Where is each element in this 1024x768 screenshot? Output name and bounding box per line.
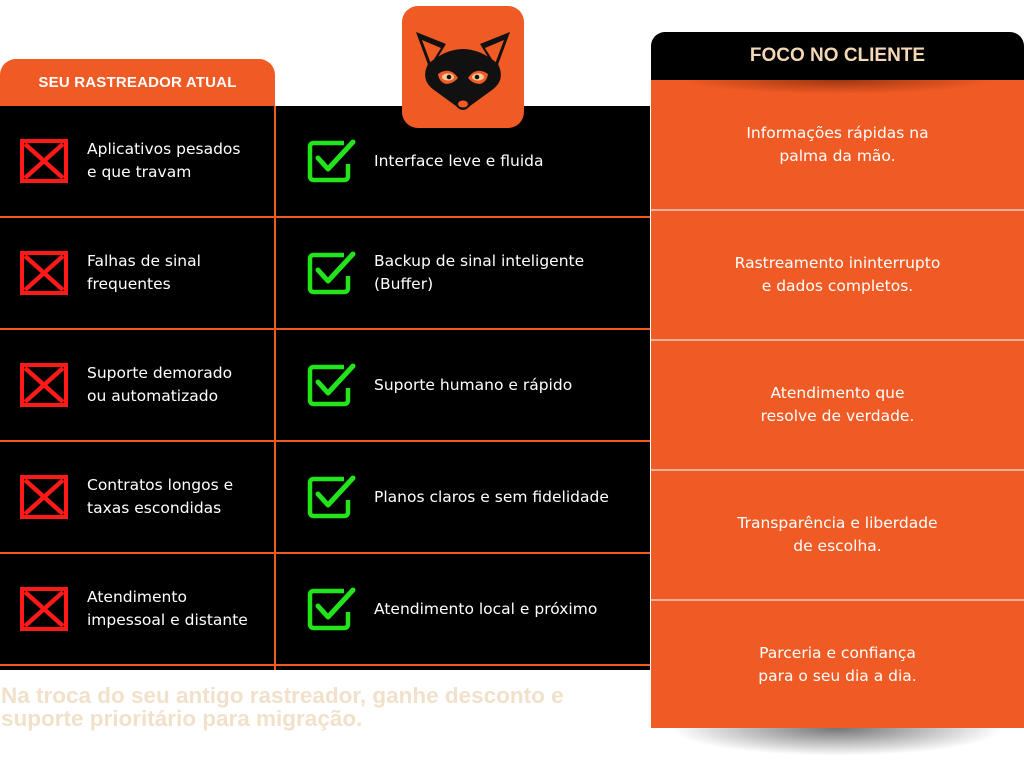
solution-cell: [276, 442, 650, 552]
comparison-row: [0, 330, 650, 442]
benefit-text: Rastreamento ininterrupto e dados completos.: [734, 254, 941, 295]
check-mark-icon: [306, 474, 356, 520]
x-mark-icon: [19, 250, 69, 296]
comparison-row: [0, 554, 650, 666]
comparison-row: [0, 218, 650, 330]
x-mark-icon: [19, 362, 69, 408]
current-issue-cell: [0, 554, 274, 664]
comparison-row: [0, 106, 650, 218]
solution-text: Interface leve e fluida: [374, 151, 544, 170]
x-mark-icon: [19, 138, 69, 184]
benefit-text: Transparência e liberdade de escolha.: [737, 514, 938, 555]
solution-cell: [276, 218, 650, 328]
benefit-text: Parceria e confiança para o seu dia a dia.: [758, 643, 917, 685]
x-mark-icon: [19, 586, 69, 632]
current-issue-text: Falhas de sinal frequentes: [87, 252, 201, 293]
current-issue-cell: [0, 218, 274, 328]
benefit-item: [651, 601, 1024, 728]
current-issue-text: Aplicativos pesados e que travam: [87, 140, 241, 181]
benefit-item: [651, 341, 1024, 469]
row-divider: [0, 664, 650, 666]
x-mark-icon: [19, 474, 69, 520]
benefit-text: Atendimento que resolve de verdade.: [760, 384, 915, 425]
panel-shadow: [670, 728, 1005, 756]
benefit-text: Informações rápidas na palma da mão.: [746, 123, 929, 165]
current-issue-text: Suporte demorado ou automatizado: [87, 364, 233, 405]
check-mark-icon: [306, 586, 356, 632]
current-tracker-header: [0, 59, 275, 106]
current-issue-cell: [0, 106, 274, 216]
check-mark-icon: [306, 250, 356, 296]
current-tracker-title: SEU RASTREADOR ATUAL: [38, 74, 237, 91]
check-mark-icon: [306, 138, 356, 184]
customer-focus-title: FOCO NO CLIENTE: [749, 45, 926, 66]
benefit-item: [651, 80, 1024, 209]
solution-cell: [276, 330, 650, 440]
fox-logo-icon: [402, 6, 524, 128]
customer-focus-panel: [651, 80, 1024, 728]
benefit-item: [651, 211, 1024, 339]
solution-text: Planos claros e sem fidelidade: [374, 487, 609, 506]
solution-text: Atendimento local e próximo: [374, 599, 598, 618]
comparison-row: [0, 442, 650, 554]
customer-focus-header: [651, 32, 1024, 80]
solution-cell: [276, 554, 650, 664]
current-issue-cell: [0, 330, 274, 440]
comparison-table: [0, 106, 650, 670]
current-issue-text: Contratos longos e taxas escondidas: [87, 476, 234, 517]
current-issue-cell: [0, 442, 274, 552]
solution-text: Suporte humano e rápido: [374, 375, 573, 394]
benefit-item: [651, 471, 1024, 599]
solution-text: Backup de sinal inteligente (Buffer): [374, 252, 585, 293]
current-issue-text: Atendimento impessoal e distante: [87, 588, 248, 629]
promo-text: Na troca do seu antigo rastreador, ganhe desconto e suporte prioritário para migração.: [1, 683, 564, 731]
check-mark-icon: [306, 362, 356, 408]
